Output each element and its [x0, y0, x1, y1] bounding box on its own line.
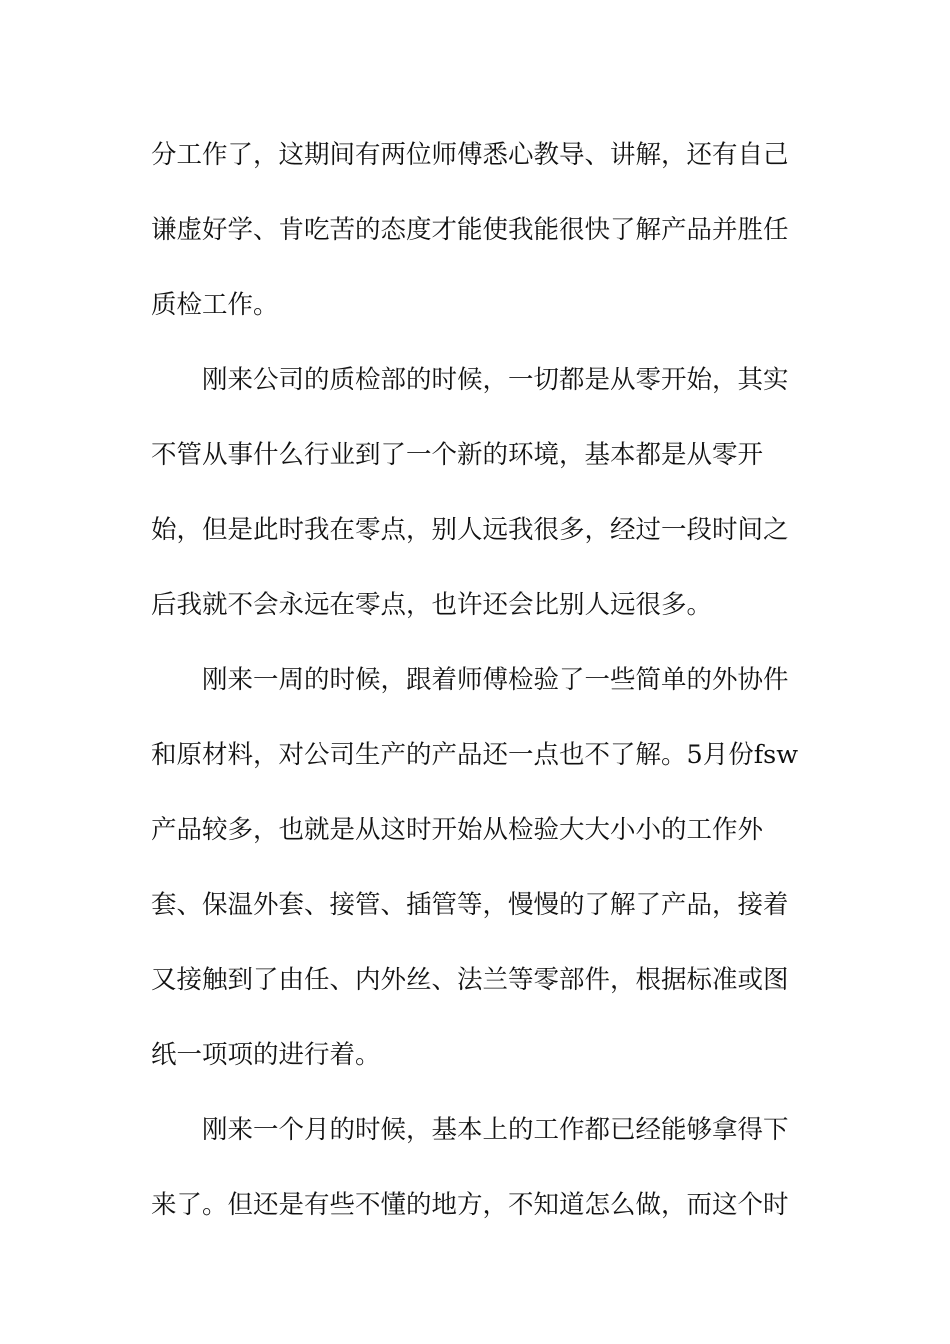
text-line-6: 始，但是此时我在零点，别人远我很多，经过一段时间之: [151, 515, 789, 545]
text-line-11: 套、保温外套、接管、插管等，慢慢的了解了产品，接着: [151, 890, 789, 920]
text-line-7: 后我就不会永远在零点，也许还会比别人远很多。: [151, 590, 713, 620]
paragraph-start-line-4: 刚来公司的质检部的时候，一切都是从零开始，其实: [202, 365, 789, 395]
text-line-3: 质检工作。: [151, 290, 279, 320]
paragraph-start-line-14: 刚来一个月的时候，基本上的工作都已经能够拿得下: [202, 1115, 789, 1145]
text-line-1: 分工作了，这期间有两位师傅悉心教导、讲解，还有自己: [151, 140, 789, 170]
text-line-9: 和原材料，对公司生产的产品还一点也不了解。5月份fsw: [151, 740, 799, 770]
text-line-5: 不管从事什么行业到了一个新的环境，基本都是从零开: [151, 440, 764, 470]
text-line-2: 谦虚好学、肯吃苦的态度才能使我能很快了解产品并胜任: [151, 215, 789, 245]
text-line-12: 又接触到了由任、内外丝、法兰等零部件，根据标准或图: [151, 965, 789, 995]
document-body: [151, 118, 811, 1243]
text-line-13: 纸一项项的进行着。: [151, 1040, 381, 1070]
paragraph-start-line-8: 刚来一周的时候，跟着师傅检验了一些简单的外协件: [202, 665, 789, 695]
text-line-10: 产品较多，也就是从这时开始从检验大大小小的工作外: [151, 815, 764, 845]
text-line-15: 来了。但还是有些不懂的地方，不知道怎么做，而这个时: [151, 1190, 789, 1220]
